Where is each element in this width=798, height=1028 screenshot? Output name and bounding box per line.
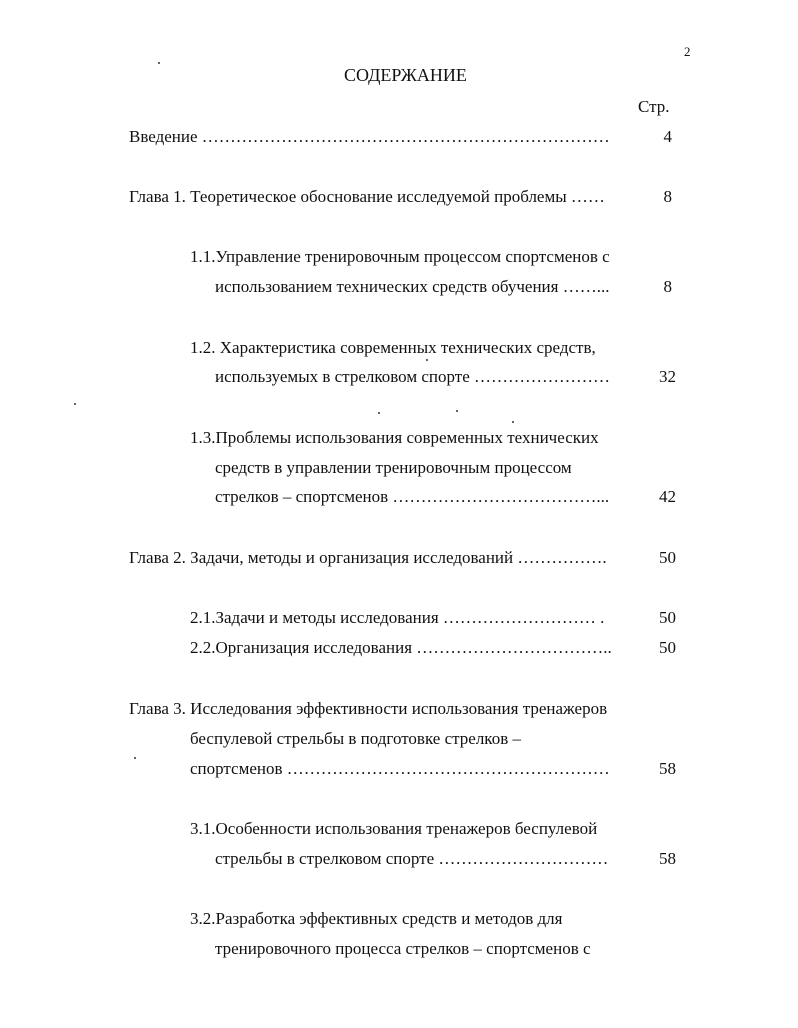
scan-speck: [74, 403, 76, 405]
toc-entry-section-1-3-line-1[interactable]: 1.3.Проблемы использования современных технических: [190, 428, 599, 447]
toc-entry-chapter-3-line-3[interactable]: спортсменов …………………………………………………: [190, 759, 610, 778]
toc-entry-section-1-2-line-1[interactable]: 1.2. Характеристика современных технических средств,: [190, 338, 596, 357]
toc-entry-section-3-2-line-2[interactable]: тренировочного процесса стрелков – спортсменов с: [215, 939, 591, 958]
toc-entry-section-2-1[interactable]: 2.1.Задачи и методы исследования ……………………… .: [190, 608, 605, 627]
toc-page-section-2-1: 50: [659, 608, 676, 627]
toc-entry-chapter-3-line-2[interactable]: беспулевой стрельбы в подготовке стрелков –: [190, 729, 521, 748]
toc-entry-intro[interactable]: Введение ………………………………………………………………: [129, 127, 610, 146]
toc-page-chapter-3: 58: [659, 759, 676, 778]
scan-speck: [512, 421, 514, 423]
page-title: СОДЕРЖАНИЕ: [344, 65, 467, 85]
toc-entry-section-3-1-line-2[interactable]: стрельбы в стрелковом спорте …………………………: [215, 849, 609, 868]
toc-entry-chapter-1[interactable]: Глава 1. Теоретическое обоснование исследуемой проблемы ……: [129, 187, 605, 206]
toc-page-section-1-3: 42: [659, 487, 676, 506]
toc-page-intro: 4: [663, 127, 672, 146]
toc-page-section-3-1: 58: [659, 849, 676, 868]
toc-entry-chapter-2[interactable]: Глава 2. Задачи, методы и организация исследований …………….: [129, 548, 607, 567]
toc-entry-section-3-1-line-1[interactable]: 3.1.Особенности использования тренажеров беспулевой: [190, 819, 598, 838]
page-column-header: Стр.: [638, 97, 670, 116]
toc-page-section-1-1: 8: [663, 277, 672, 296]
scan-speck: [378, 412, 380, 414]
toc-entry-section-1-2-line-2[interactable]: используемых в стрелковом спорте ……………………: [215, 367, 610, 386]
toc-entry-section-2-2[interactable]: 2.2.Организация исследования ……………………………..: [190, 638, 612, 657]
toc-entry-chapter-3-line-1[interactable]: Глава 3. Исследования эффективности использования тренажеров: [129, 699, 608, 718]
toc-entry-section-1-1-line-2[interactable]: использованием технических средств обучения ……...: [215, 277, 610, 296]
toc-page-section-1-2: 32: [659, 367, 676, 386]
toc-page-chapter-2: 50: [659, 548, 676, 567]
toc-entry-section-1-3-line-3[interactable]: стрелков – спортсменов ………………………………...: [215, 487, 610, 506]
scan-speck: [426, 359, 428, 361]
scan-speck: [158, 62, 160, 64]
toc-page-chapter-1: 8: [663, 187, 672, 206]
page-number: 2: [684, 44, 691, 59]
toc-entry-section-1-3-line-2[interactable]: средств в управлении тренировочным процессом: [215, 458, 572, 477]
scan-speck: [134, 757, 136, 759]
toc-entry-section-1-1-line-1[interactable]: 1.1.Управление тренировочным процессом спортсменов с: [190, 247, 610, 266]
toc-entry-section-3-2-line-1[interactable]: 3.2.Разработка эффективных средств и методов для: [190, 909, 563, 928]
scan-speck: [456, 410, 458, 412]
toc-page-section-2-2: 50: [659, 638, 676, 657]
